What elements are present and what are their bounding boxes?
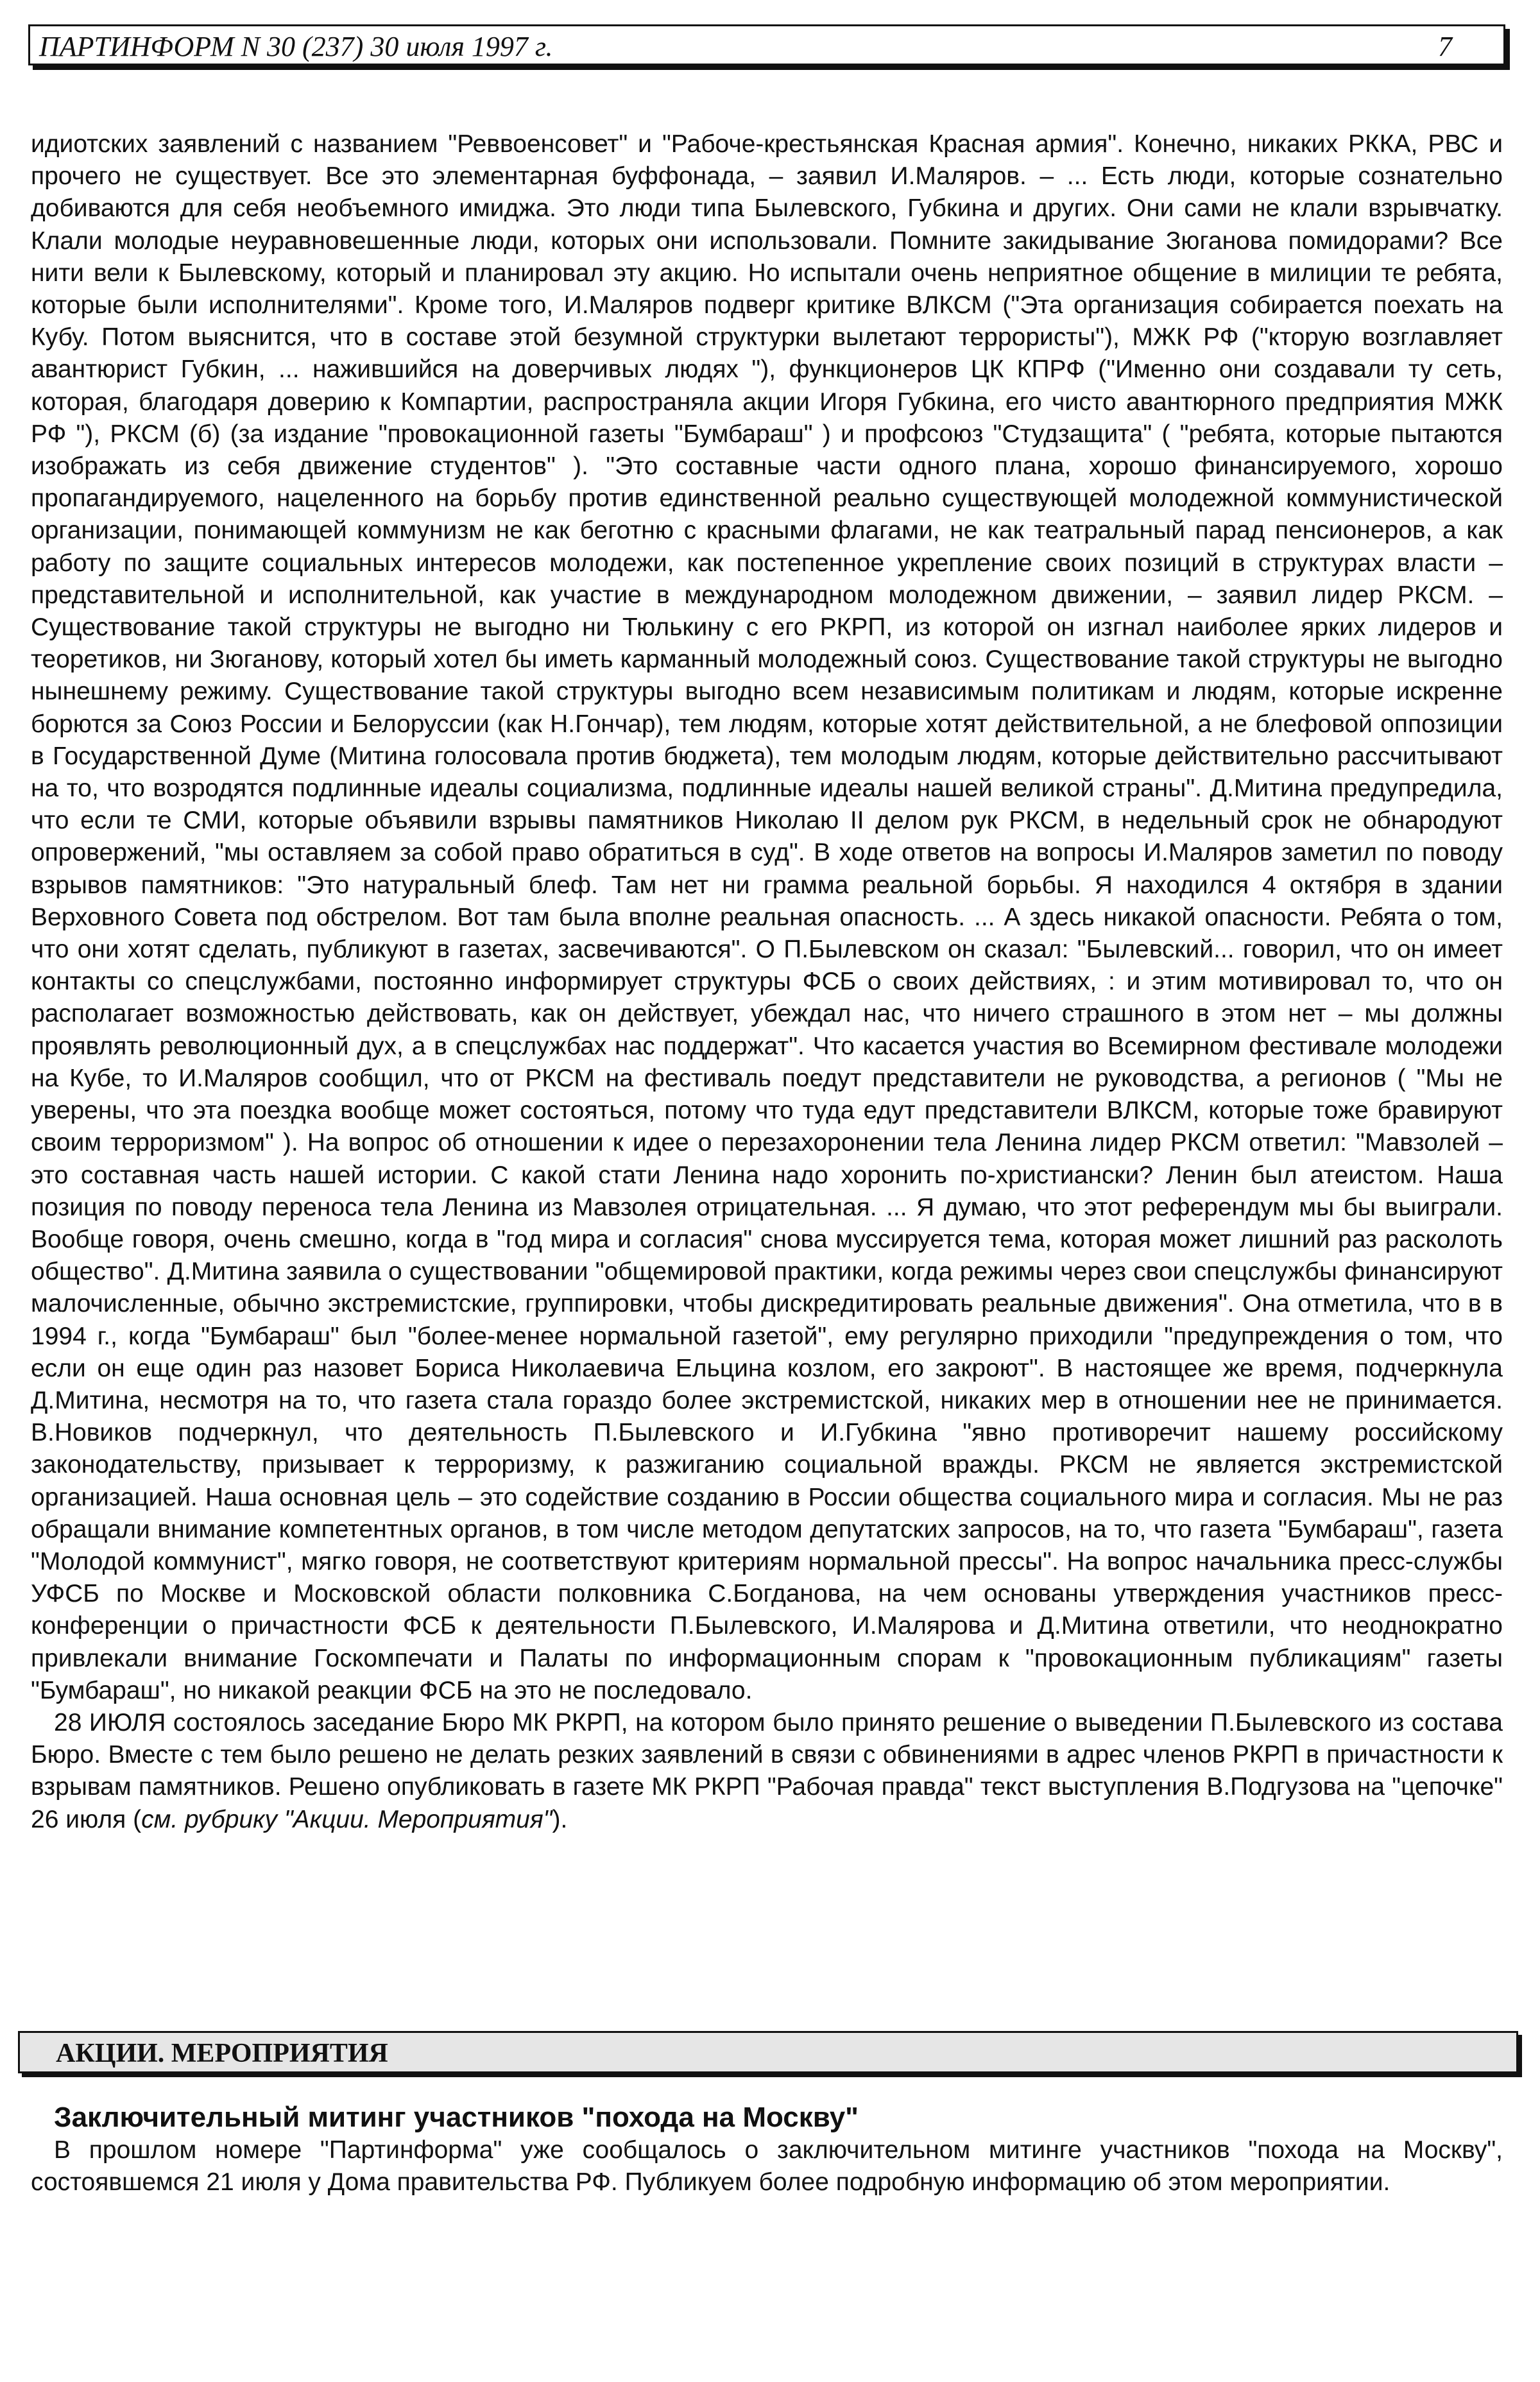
story-lead: В прошлом номере "Партинформа" уже сообщалось о заключительном митинге участников "похода на Москву", состоявшемся 21 июля у Дома правительства РФ. Публикуем более подробную информацию об этом мероприятии. bbox=[31, 2136, 1503, 2197]
article-paragraph-2 bbox=[31, 1707, 1503, 1836]
page-number: 7 bbox=[1438, 31, 1452, 62]
section-title: АКЦИИ. МЕРОПРИЯТИЯ bbox=[56, 2039, 388, 2068]
header-title: ПАРТИНФОРМ N 30 (237) 30 июля 1997 г. bbox=[39, 31, 553, 62]
article-body bbox=[31, 128, 1503, 1836]
page-header bbox=[28, 24, 1505, 65]
section-header-bar bbox=[18, 2031, 1518, 2073]
article-cross-reference: см. рубрику "Акции. Мероприятия" bbox=[141, 1805, 552, 1833]
article-paragraph-2-text: 28 ИЮЛЯ состоялось заседание Бюро МК РКРП, на котором было принято решение о выведении П.Былевского из состава Бюро. Вместе с тем было решено не делать резких заявлений в связи с обвинениями в адрес членов РКРП в причастности к взрывам памятников. Решено опубликовать в газете МК РКРП "Рабочая правда" текст выступления В.Подгузова на "цепочке" 26 июля ( bbox=[31, 1708, 1503, 1833]
article-paragraph-1: идиотских заявлений с названием "Реввоенсовет" и "Рабоче-крестьянская Красная армия". Конечно, никаких РККА, РВС и прочего не существует. Все это элементарная буффонада, – заявил И.Маляров. – ... Есть люди, которые сознательно добиваются для себя необъемного имиджа. Это люди типа Былевского, Губкина и других. Они сами не клали взрывчатку. Клали молодые неуравновешенные люди, которых они использовали. Помните закидывание Зюганова помидорами? Все нити вели к Былевскому, который и планировал эту акцию. Но испытали очень неприятное общение в милиции те ребята, которые были исполнителями". Кроме того, И.Маляров подверг критике ВЛКСМ ("Эта организация собирается поехать на Кубу. Потом выяснится, что в составе этой безумной структурки вылетают террористы"), МЖК РФ ("кторую возглавляет авантюрист Губкин, ... нажившийся на доверчивых людях "), функционеров ЦК КПРФ ("Именно они создавали ту сеть, которая, благодаря доверию к Компартии, распространяла акции Игоря Губкина, его чисто авантюрного предприятия МЖК РФ "), РКСМ (б) (за издание "провокационной газеты "Бумбараш" ) и профсоюз "Студзащита" ( "ребята, которые пытаются изображать из себя движение студентов" ). "Это составные части одного плана, хорошо финансируемого, хорошо пропагандируемого, нацеленного на борьбу против единственной реально существующей молодежной коммунистической организации, понимающей коммунизм не как беготню с красными флагами, не как театральный парад пенсионеров, а как работу по защите социальных интересов молодежи, как постепенное укрепление своих позиций в структурах власти – представительной и исполнительной, как участие в международном молодежном движении, – заявил лидер РКСМ. – Существование такой структуры не выгодно ни Тюлькину с его РКРП, из которой он изгнал наиболее ярких лидеров и теоретиков, ни Зюганову, который хотел бы иметь карманный молодежный союз. Существование такой структуры не выгодно нынешнему режиму. Существование такой структуры выгодно всем независимым политикам и людям, которые искренне борются за Союз России и Белоруссии (как Н.Гончар), тем людям, которые хотят действительной, а не блефовой оппозиции в Государственной Думе (Митина голосовала против бюджета), тем молодым людям, которые действительно рассчитывают на то, что возродятся подлинные идеалы социализма, подлинные идеалы нашей великой страны". Д.Митина предупредила, что если те СМИ, которые объявили взрывы памятников Николаю II делом рук РКСМ, в недельный срок не обнародуют опровержений, "мы оставляем за собой право обратиться в суд". В ходе ответов на вопросы И.Маляров заметил по поводу взрывов памятников: "Это натуральный блеф. Там нет ни грамма реальной борьбы. Я находился 4 октября в здании Верховного Совета под обстрелом. Вот там была вполне реальная опасность. ... А здесь никакой опасности. Ребята о том, что они хотят сделать, публикуют в газетах, засвечиваются". О П.Былевском он сказал: "Былевский... говорил, что он имеет контакты со спецслужбами, постоянно информирует структуры ФСБ о своих действиях, : и этим мотивировал то, что он располагает возможностью действовать, как он действует, убеждал нас, что ничего страшного в этом нет – мы должны проявлять революционный дух, а в спецслужбах нас поддержат". Что касается участия во Всемирном фестивале молодежи на Кубе, то И.Маляров сообщил, что от РКСМ на фестиваль поедут представители не руководства, а регионов ( "Мы не уверены, что эта поездка вообще может состояться, потому что туда едут представители ВЛКСМ, которые тоже бравируют своим терроризмом" ). На вопрос об отношении к идее о перезахоронении тела Ленина лидер РКСМ ответил: "Мавзолей – это составная часть нашей истории. С какой стати Ленина надо хоронить по-христиански? Ленин был атеистом. Наша позиция по поводу переноса тела Ленина из Мавзолея отрицательная. ... Я думаю, что этот референдум мы бы выиграли. Вообще говоря, очень смешно, когда в "год мира и согласия" снова муссируется тема, которая может лишний раз расколоть общество". Д.Митина заявила о существовании "общемировой практики, когда режимы через свои спецслужбы финансируют малочисленные, обычно экстремистские, группировки, чтобы дискредитировать реальные движения". Она отметила, что в в 1994 г., когда "Бумбараш" был "более-менее нормальной газетой", ему регулярно приходили "предупреждения о том, что если он еще один раз назовет Бориса Николаевича Ельцина козлом, его закроют". В настоящее же время, подчеркнула Д.Митина, несмотря на то, что газета стала гораздо более экстремистской, никаких мер в отношении нее не принимается. В.Новиков подчеркнул, что деятельность П.Былевского и И.Губкина "явно противоречит нашему российскому законодательству, призывает к терроризму, к разжиганию социальной вражды. РКСМ не является экстремистской организацией. Наша основная цель – это содействие созданию в России общества социального мира и согласия. Мы не раз обращали внимание компетентных органов, в том числе методом депутатских запросов, на то, что газета "Бумбараш", газета "Молодой коммунист", мягко говоря, не соответствуют критериям нормальной прессы". На вопрос начальника пресс-службы УФСБ по Москве и Московской области полковника С.Богданова, на чем основаны утверждения участников пресс-конференции о причастности ФСБ к деятельности П.Былевского, И.Малярова и Д.Митина ответили, что неоднократно привлекали внимание Госкомпечати и Палаты по информационным спорам к "провокационным публикациям" газеты "Бумбараш", но никакой реакции ФСБ на это не последовало. bbox=[31, 130, 1503, 1704]
article-paragraph-2-end: ). bbox=[552, 1805, 568, 1833]
story-headline: Заключительный митинг участников "похода на Москву" bbox=[54, 2102, 859, 2133]
